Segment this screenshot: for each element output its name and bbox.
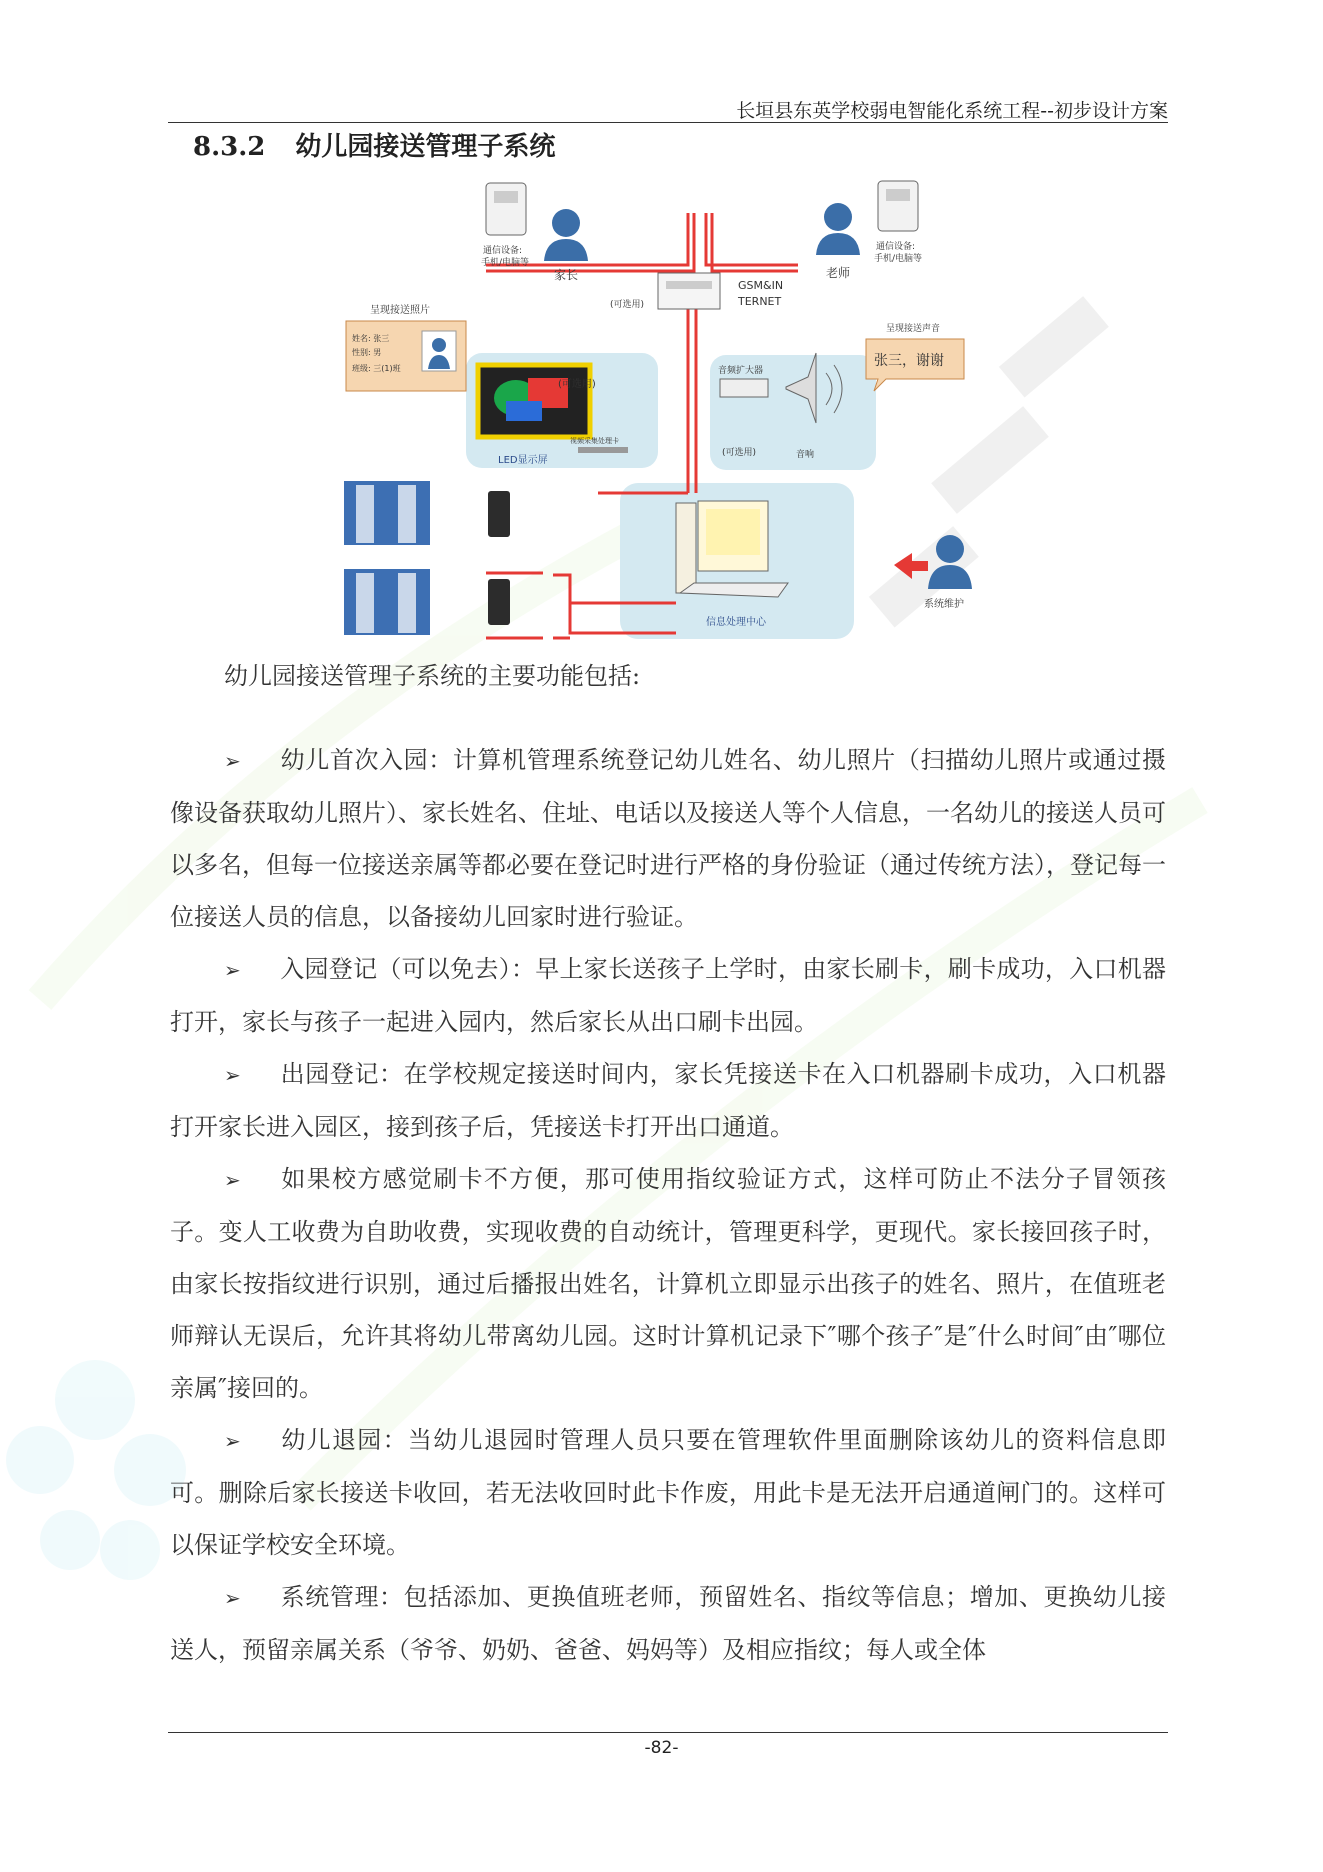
page-number: -82- (644, 1738, 679, 1758)
card-reader-bottom-icon (488, 579, 510, 625)
parent-label: 家长 (554, 268, 579, 282)
body-text (170, 734, 1166, 1676)
paragraph (170, 1048, 1166, 1153)
voice-title: 呈现接送声音 (886, 324, 941, 334)
paragraph (170, 1571, 1166, 1676)
card-reader-top-icon (488, 491, 510, 537)
gsm-label: GSM&IN (738, 279, 784, 292)
maintenance-person-icon (928, 535, 972, 589)
speaker-label: 音响 (796, 450, 815, 460)
phone-right-icon (878, 181, 918, 231)
intro-text: 幼儿园接送管理子系统的主要功能包括: (224, 662, 641, 690)
paragraph-text: 系统管理：包括添加、更换值班老师，预留姓名、指纹等信息；增加、更换幼儿接送人，预留亲属关系（爷爷、奶奶、爸爸、妈妈等）及相应指纹；每人或全体 (170, 1583, 1166, 1664)
photo-gender: 性别: 男 (352, 348, 382, 357)
arrow-icon (894, 553, 928, 579)
photo-title: 呈现接送照片 (370, 305, 430, 316)
paragraph (170, 943, 1166, 1048)
photo-name: 姓名: 张三 (352, 334, 390, 343)
pc-tower-icon (676, 503, 696, 593)
section-heading (193, 126, 555, 163)
gsm-optional-label: (可选用) (610, 300, 645, 310)
section-title: 幼儿园接送管理子系统 (295, 132, 556, 162)
gsm-modem-icon (658, 273, 720, 309)
comm-left-label: 通信设备: (483, 246, 523, 256)
paragraph-text: 出园登记：在学校规定接送时间内，家长凭接送卡在入口机器刷卡成功，入口机器打开家长进入园区，接到孩子后，凭接送卡打开出口通道。 (170, 1060, 1166, 1141)
amp-icon (720, 379, 768, 397)
section-number: 8.3.2 (193, 132, 266, 162)
video-card-icon (578, 447, 628, 453)
paragraph (170, 734, 1166, 943)
paragraph-text: 入园登记（可以免去）：早上家长送孩子上学时，由家长刷卡，刷卡成功，入口机器打开，家长与孩子一起进入园内，然后家长从出口刷卡出园。 (170, 955, 1166, 1036)
comm-right-sublabel: 手机/电脑等 (874, 254, 923, 264)
comm-left-sublabel: 手机/电脑等 (481, 258, 530, 268)
comm-right-label: 通信设备: (876, 242, 916, 252)
led-label: LED显示屏 (498, 455, 548, 466)
header-rule (168, 122, 1168, 123)
ternet-label: TERNET (738, 295, 782, 308)
amp-label: 音频扩大器 (718, 366, 764, 376)
video-card-label: 视频采集处理卡 (570, 437, 619, 445)
bullet-icon: ➢ (224, 1168, 241, 1192)
center-label: 信息处理中心 (706, 617, 766, 628)
photo-class: 班级: 三(1)班 (352, 364, 401, 373)
paragraph (170, 1414, 1166, 1571)
header-title: 长垣县东英学校弱电智能化系统工程--初步设计方案 (736, 100, 1168, 122)
system-diagram (338, 173, 978, 651)
turnstile-bottom-icon (344, 569, 430, 635)
teacher-icon (816, 203, 860, 255)
paragraph-text: 幼儿首次入园：计算机管理系统登记幼儿姓名、幼儿照片（扫描幼儿照片或通过摄像设备获取幼儿照片）、家长姓名、住址、电话以及接送人等个人信息，一名幼儿的接送人员可以多名，但每一位接送亲属等都必要在登记时进行严格的身份验证（通过传统方法），登记每一位接送人员的信息，以备接幼儿回家时进行验证。 (170, 746, 1166, 931)
turnstile-top-icon (344, 481, 430, 545)
bullet-icon: ➢ (224, 958, 241, 982)
bullet-icon: ➢ (224, 1429, 241, 1453)
audio-optional-label: (可选用) (722, 448, 757, 458)
bullet-icon: ➢ (224, 1586, 241, 1610)
bullet-icon: ➢ (224, 749, 241, 773)
bullet-icon: ➢ (224, 1063, 241, 1087)
footer-rule (168, 1732, 1168, 1733)
phone-left-icon (486, 183, 526, 235)
parent-icon (544, 209, 588, 261)
paragraph-text: 幼儿退园：当幼儿退园时管理人员只要在管理软件里面删除该幼儿的资料信息即可。删除后家长接送卡收回，若无法收回时此卡作废，用此卡是无法开启通道闸门的。这样可以保证学校安全环境。 (170, 1426, 1166, 1559)
led-optional-label: (可选用) (558, 379, 596, 390)
teacher-label: 老师 (826, 266, 851, 280)
paragraph (170, 1153, 1166, 1414)
paragraph-text: 如果校方感觉刷卡不方便，那可使用指纹验证方式，这样可防止不法分子冒领孩子。变人工收费为自助收费，实现收费的自动统计，管理更科学，更现代。家长接回孩子时，由家长按指纹进行识别，通过后播报出姓名，计算机立即显示出孩子的姓名、照片，在值班老师辩认无误后，允许其将幼儿带离幼儿园。这时计算机记录下″哪个孩子″是″什么时间″由″哪位亲属″接回的。 (170, 1165, 1166, 1402)
maintenance-label: 系统维护 (924, 599, 964, 610)
voice-message: 张三，谢谢 (874, 353, 944, 369)
